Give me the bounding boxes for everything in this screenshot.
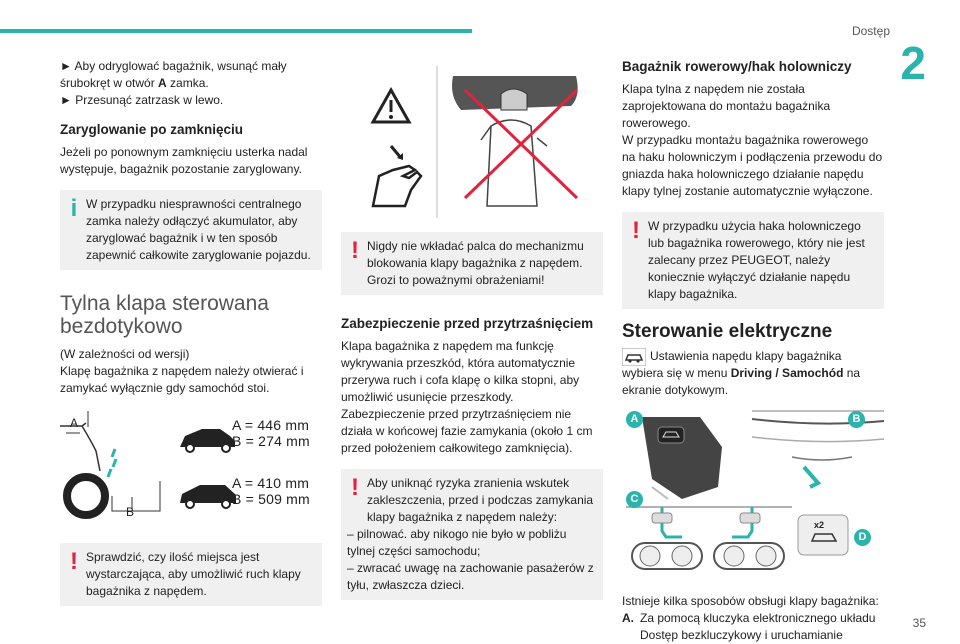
bike-warning-box: [622, 212, 884, 309]
bike-text-2: W przypadku montażu bagażnika rowerowego na haku holowniczym i podłączenia przewodu do gniazda haka holowniczego działanie napędu klapy tylnej zostanie automatycznie wyłączone.: [622, 133, 883, 198]
antipinch-text: Klapa bagażnika z napędem ma funkcję wykrywania przeszkód, która automatycznie przerywa ruch i cofa klapę o kilka stopni, aby umożliwić usunięcie przeszkody.: [341, 339, 580, 404]
page-number: 35: [912, 616, 926, 630]
finger-warning-text: Nigdy nie wkładać palca do mechanizmu blokowania klapy bagażnika z napędem. Grozi to poważnymi obrażeniami!: [367, 239, 584, 287]
callout-b: B: [848, 411, 865, 428]
column-1: [60, 56, 322, 616]
callout-a: A: [626, 411, 643, 428]
column-2: [341, 66, 603, 610]
relock-heading: Zaryglowanie po zamknięciu: [60, 122, 244, 137]
pinch-warning-text: Aby uniknąć ryzyka zranienia wskutek zakleszczenia, przed i podczas zamykania klapy bagażnika z napędem należy:: [367, 476, 594, 524]
info-box: [60, 190, 322, 270]
estate-dims: A = 410 mm B = 509 mm: [232, 475, 310, 507]
suv-dims: A = 446 mm B = 274 mm: [232, 417, 310, 449]
finger-warning-figure: [341, 66, 603, 222]
bike-text: Klapa tylna z napędem nie została zaprojektowana do montażu bagażnika rowerowego.: [622, 82, 831, 130]
finger-warning-illustration: [341, 66, 603, 222]
section-title: Tylna klapa sterowana bezdotykowo: [60, 292, 269, 338]
list-key: A.: [622, 611, 634, 625]
relock-text: Jeżeli po ponownym zamknięciu usterka nadal występuje, bagażnik pozostanie zaryglowany.: [60, 145, 308, 176]
car-settings-icon: [622, 348, 646, 366]
control-methods-illustration: [622, 407, 884, 587]
settings-menu: Driving / Samochód: [730, 366, 844, 380]
bike-warning-text: W przypadku użycia haka holowniczego lub bagażnika rowerowego, który nie jest zalecany przez PEUGEOT, należy koniecznie wyłączyć działanie napędu klapy bagażnika.: [648, 219, 865, 301]
unlock-step-1: ► Aby odryglować bagażnik, wsunąć mały śrubokręt w otwór A zamka.: [60, 59, 287, 90]
warning-icon: !: [70, 548, 78, 575]
unlock-step-2: ► Przesunąć zatrzask w lewo.: [60, 93, 224, 107]
warning-icon: !: [632, 217, 640, 244]
finger-warning-box: [341, 232, 603, 295]
pinch-warning-item-2: – zwracać uwagę na zachowanie pasażerów z tyłu, zwłaszcza dzieci.: [347, 561, 594, 592]
warning-icon: !: [351, 474, 359, 501]
electric-control-heading: Sterowanie elektryczne: [622, 321, 833, 342]
version-note: (W zależności od wersji): [60, 347, 190, 361]
dim-label-a: A: [70, 416, 79, 430]
info-text: W przypadku niesprawności centralnego zamka należy odłączyć akumulator, aby zaryglować bagażnik i w ten sposób zapewnić całkowite zaryglowanie pojazdu.: [86, 197, 311, 262]
method-list-item: [622, 610, 884, 644]
list-item-text: Za pomocą kluczyka elektronicznego układu Dostęp bezkluczykowy i uruchamianie: [640, 611, 876, 642]
clearance-figure: [60, 411, 322, 521]
settings-note: Ustawienia napędu klapy bagażnika wybiera się w menu Driving / Samochód na ekranie dotykowym.: [622, 349, 861, 397]
callout-c: C: [626, 491, 643, 508]
chapter-number: 2: [900, 37, 926, 89]
column-3: [622, 58, 884, 644]
warning-box: [60, 543, 322, 606]
antipinch-heading: Zabezpieczenie przed przytrzaśnięciem: [341, 316, 594, 331]
control-methods-figure: [622, 407, 884, 587]
pinch-warning-item-1: – pilnować. aby nikogo nie było w pobliżu tylnej części samochodu;: [347, 527, 567, 558]
dim-label-b: B: [126, 505, 135, 519]
pinch-warning-box: [341, 469, 603, 600]
ways-intro: Istnieje kilka sposobów obsługi klapy bagażnika:: [622, 594, 879, 608]
section-header: Dostęp: [851, 24, 890, 38]
settings-text-a: Ustawienia napędu klapy bagażnika wybiera się w menu: [622, 349, 842, 380]
intro-text: Klapę bagażnika z napędem należy otwierać i zamykać wyłącznie gdy samochód stoi.: [60, 364, 304, 395]
warning-text: Sprawdzić, czy ilość miejsca jest wystarczająca, aby umożliwić ruch klapy bagażnika z napędem.: [86, 550, 301, 598]
callout-d: D: [854, 529, 871, 546]
header-accent-bar: [0, 29, 472, 33]
warning-icon: !: [351, 237, 359, 264]
bike-heading: Bagażnik rowerowy/hak holowniczy: [622, 59, 852, 74]
info-icon: i: [70, 195, 78, 222]
antipinch-text-2: Zabezpieczenie przed przytrzaśnięciem nie działa w końcowej fazie zamykania (około 1 cm przed położeniem całkowitego zamknięcia).: [341, 407, 593, 455]
x2-label: x2: [814, 520, 825, 530]
